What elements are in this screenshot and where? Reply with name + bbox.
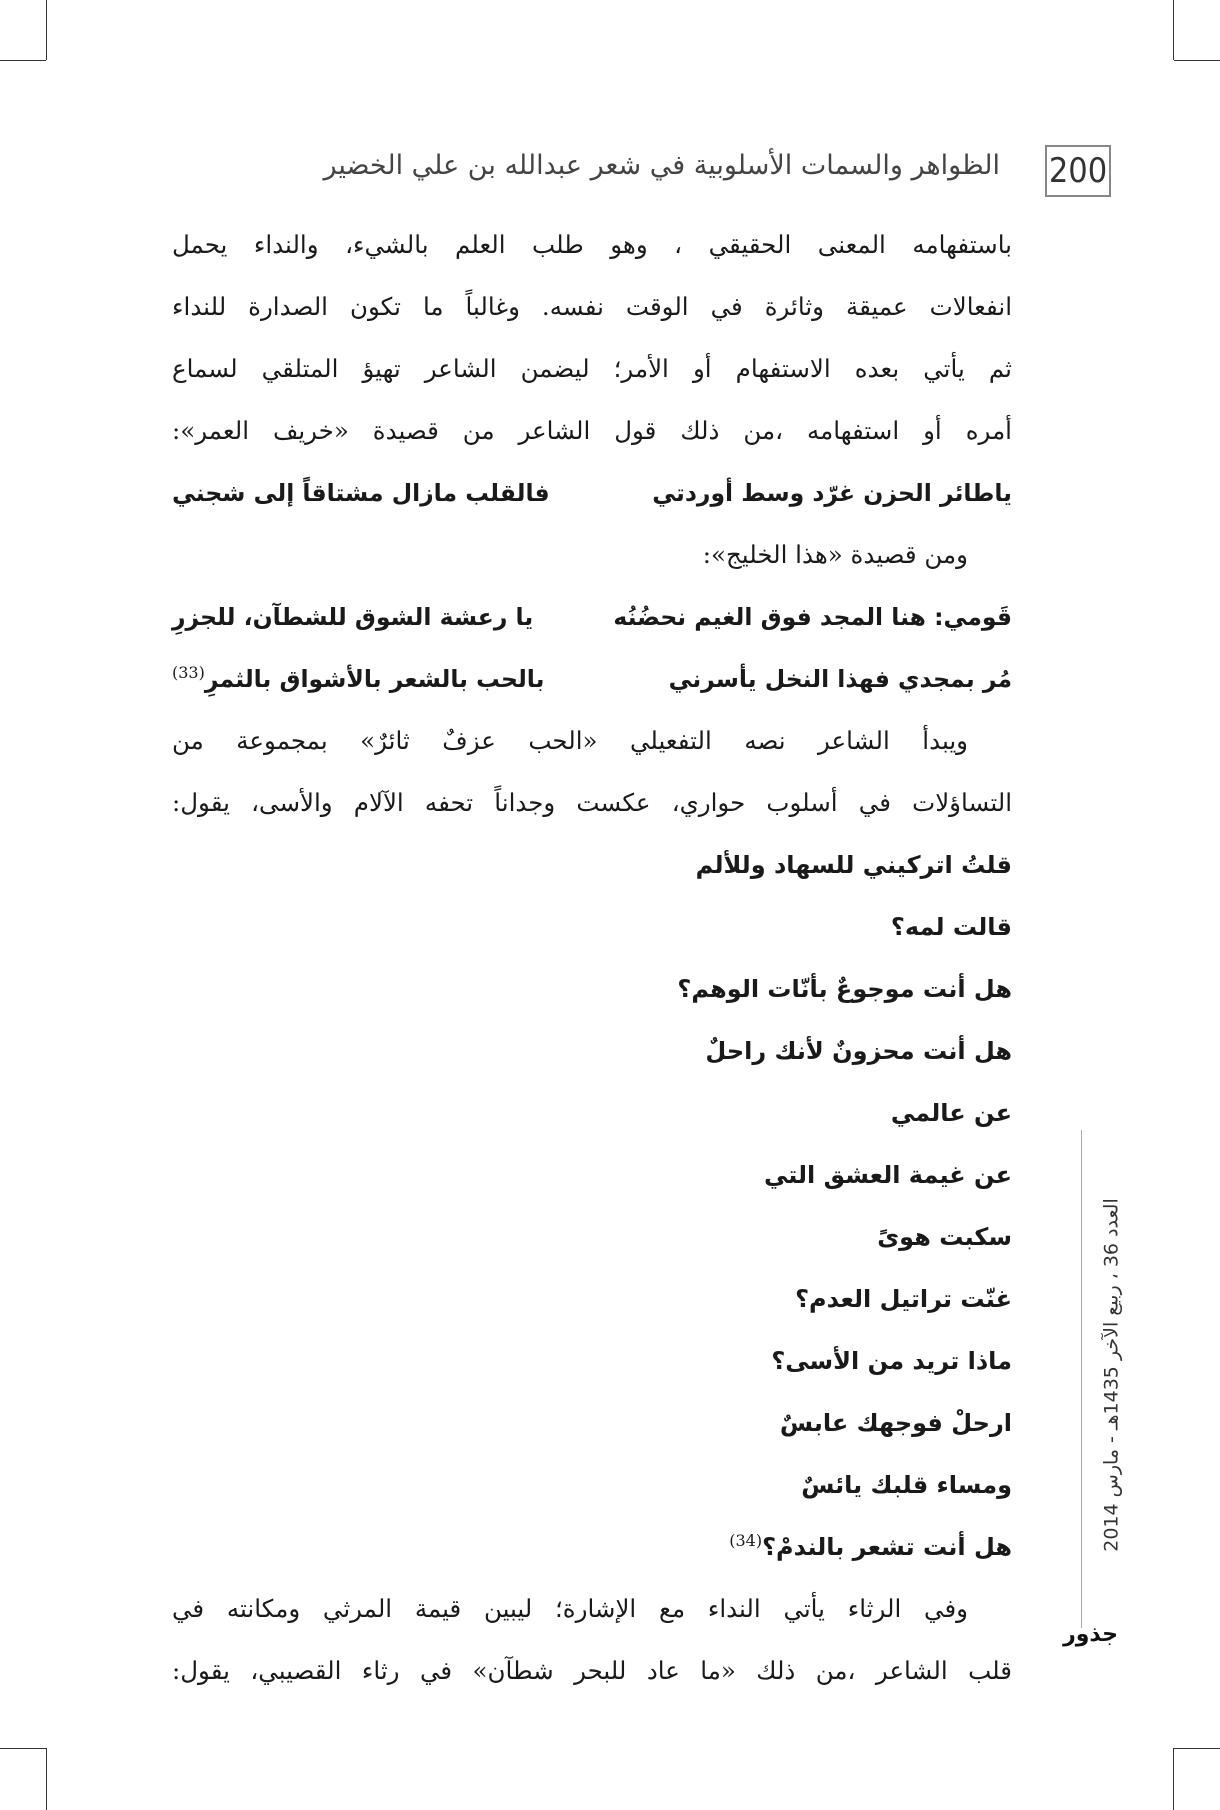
crop-mark (46, 0, 47, 60)
paragraph-line: وفي الرثاء يأتي النداء مع الإشارة؛ ليبين قيمة المرثي ومكانته في (172, 1594, 968, 1623)
verse-first-hemistich: مُر بمجدي فهذا النخل يأسرني (668, 665, 1012, 693)
crop-mark (1173, 1748, 1174, 1810)
poem-line: قالت لمه؟ (890, 913, 1012, 941)
footnote-marker: (33) (172, 663, 205, 683)
verse-line (172, 648, 1012, 710)
paragraph-line: التساؤلات في أسلوب حواري، عكست وجداناً تحفه الآلام والأسى، يقول: (172, 788, 1012, 817)
verse-second-hemistich: فالقلب مازال مشتاقاً إلى شجني (172, 479, 550, 507)
verse-second-hemistich: بالحب بالشعر بالأشواق بالثمرِ$^{(33)}$ (172, 663, 545, 693)
poem-line: قلتُ اتركيني للسهاد وللألم (695, 851, 1012, 879)
paragraph-line: ومن قصيدة «هذا الخليج»: (702, 540, 968, 569)
poem-line: هل أنت موجوعٌ بأنّات الوهم؟ (677, 975, 1012, 1003)
paragraph-line: باستفهامه المعنى الحقيقي ، وهو طلب العلم بالشيء، والنداء يحمل (172, 230, 1012, 259)
page-number: 200 (1045, 145, 1111, 197)
paragraph-line: انفعالات عميقة وثائرة في الوقت نفسه. وغالباً ما تكون الصدارة للنداء (172, 292, 1012, 321)
journal-logo: جذور (1063, 1622, 1118, 1647)
poem-line: هل أنت محزونٌ لأنك راحلٌ (705, 1037, 1012, 1065)
issue-info: العدد 36 ، ربيع الآخر 1435هـ - مارس 2014 (1101, 1198, 1124, 1552)
paragraph-line: ثم يأتي بعده الاستفهام أو الأمر؛ ليضمن الشاعر تهيؤ المتلقي لسماع (172, 354, 1012, 383)
paragraph-line: قلب الشاعر ،من ذلك «ما عاد للبحر شطآن» في رثاء القصيبي، يقول: (172, 1656, 1012, 1685)
crop-mark (1174, 60, 1220, 61)
poem-line: ومساء قلبك يائسٌ (801, 1471, 1012, 1499)
verse-line (172, 586, 1012, 648)
paragraph-line: ويبدأ الشاعر نصه التفعيلي «الحب عزفٌ ثائرٌ» بمجموعة من (172, 726, 968, 755)
poem-line: غنّت تراتيل العدم؟ (795, 1285, 1012, 1313)
poem-line: ارحلْ فوجهك عابسٌ (779, 1409, 1012, 1437)
crop-mark (1173, 0, 1174, 60)
verse-line (172, 462, 1012, 524)
footnote-marker: (34) (729, 1531, 763, 1550)
crop-mark (46, 1748, 47, 1810)
paragraph-line: أمره أو استفهامه ،من ذلك قول الشاعر من قصيدة «خريف العمر»: (172, 416, 1012, 445)
running-header-title: الظواهر والسمات الأسلوبية في شعر عبدالله بن علي الخضير (323, 150, 1000, 181)
verse-second-hemistich: يا رعشة الشوق للشطآن، للجزرِ (172, 603, 534, 631)
crop-mark (1174, 1748, 1220, 1749)
crop-mark (0, 60, 46, 61)
poem-line: سكبت هوىً (877, 1223, 1012, 1251)
sidebar-rule (1081, 1130, 1082, 1628)
verse-first-hemistich: ياطائر الحزن غرّد وسط أوردتي (652, 479, 1012, 507)
poem-line: هل أنت تشعر بالندمْ؟$^{(34)}$ (729, 1531, 1012, 1561)
article-body (172, 214, 1012, 1702)
poem-line: ماذا تريد من الأسى؟ (771, 1347, 1012, 1375)
crop-mark (0, 1748, 46, 1749)
verse-first-hemistich: قَومي: هنا المجد فوق الغيم نحضُنُه (613, 603, 1012, 631)
poem-line: عن عالمي (890, 1099, 1012, 1127)
poem-line: عن غيمة العشق التي (763, 1161, 1012, 1189)
